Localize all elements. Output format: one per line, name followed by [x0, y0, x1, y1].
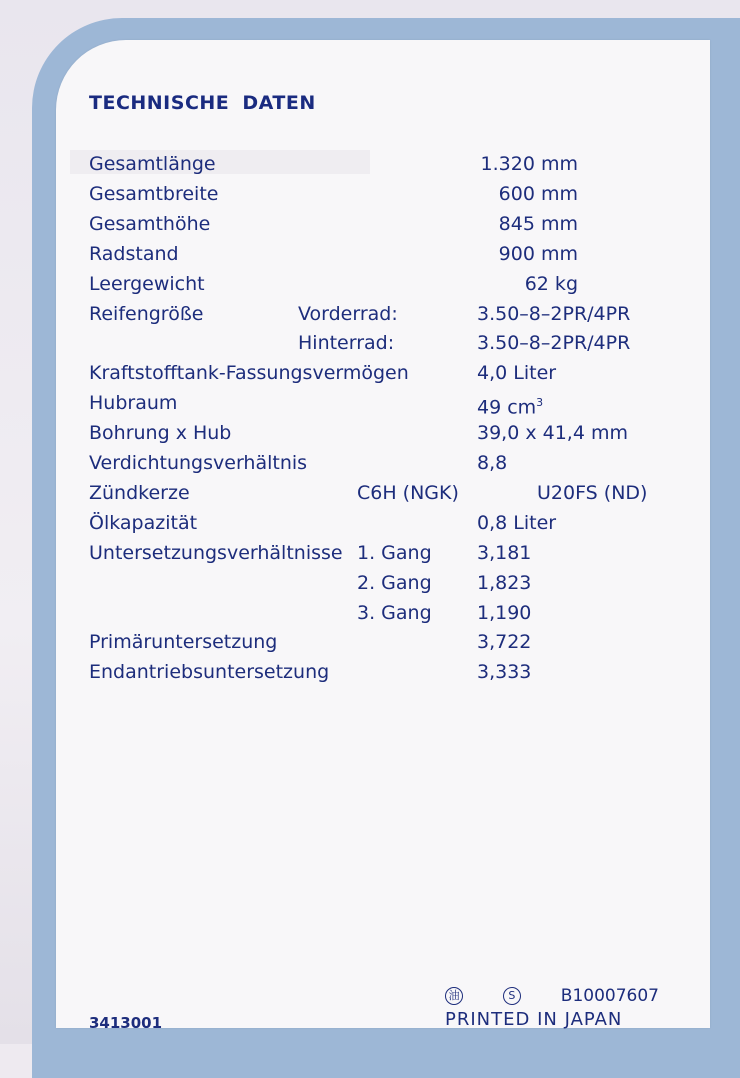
- spec-value-text: 900 mm: [498, 243, 578, 265]
- spec-value-text: 1.320 mm: [480, 153, 578, 175]
- spec-value-text: 845 mm: [498, 213, 578, 235]
- spec-value: [481, 153, 578, 175]
- part-number: 3413001: [89, 1014, 163, 1032]
- spec-value: [477, 572, 531, 594]
- spec-value-text: 49 cm: [477, 396, 537, 419]
- spec-label: Gesamthöhe: [89, 213, 211, 235]
- seal-mark-icon: 油: [445, 987, 463, 1005]
- spec-label: Primäruntersetzung: [89, 631, 278, 653]
- spec-value: [477, 303, 630, 325]
- spec-label: Ölkapazität: [89, 512, 198, 534]
- spec-value: [499, 243, 578, 265]
- spec-label: Endantriebsuntersetzung: [89, 661, 330, 683]
- spec-value-text: 3.50–8–2PR/4PR: [477, 332, 631, 354]
- spec-value-text: 4,0 Liter: [477, 362, 557, 384]
- spec-value-text: 3,722: [477, 631, 532, 653]
- spec-value: [499, 183, 578, 205]
- spec-label: Leergewicht: [89, 273, 205, 295]
- spec-sublabel: C6H (NGK): [357, 482, 459, 504]
- spec-sublabel: 1. Gang: [357, 542, 432, 564]
- spec-label: Zündkerze: [89, 482, 190, 504]
- spec-value: [477, 422, 628, 444]
- spec-sublabel: Vorderrad:: [298, 303, 398, 325]
- spec-label: Untersetzungsverhältnisse: [89, 542, 343, 564]
- spec-sublabel: 3. Gang: [357, 602, 432, 624]
- spec-value-text: 62 kg: [524, 273, 578, 295]
- spec-label: Radstand: [89, 243, 179, 265]
- s-mark-icon: S: [503, 987, 521, 1005]
- spec-label: Gesamtlänge: [89, 153, 216, 175]
- spec-sublabel: 2. Gang: [357, 572, 432, 594]
- spec-value-text: 3,333: [477, 661, 532, 683]
- spec-value: [525, 273, 578, 295]
- spec-value: [499, 213, 578, 235]
- spec-value: [477, 332, 630, 354]
- spec-value-text: 3,181: [477, 542, 532, 564]
- spec-label: Verdichtungsverhältnis: [89, 452, 308, 474]
- spec-label: Hubraum: [89, 392, 178, 414]
- print-code-line: [445, 986, 659, 1006]
- spec-sublabel: Hinterrad:: [298, 332, 395, 354]
- spec-value-superscript: 3: [536, 396, 544, 409]
- spec-label: Reifengröße: [89, 303, 204, 325]
- spec-value-text: 8,8: [477, 452, 508, 474]
- spec-value-text: 3.50–8–2PR/4PR: [477, 303, 631, 325]
- spec-value-text: 39,0 x 41,4 mm: [477, 422, 628, 444]
- spec-value: [477, 512, 556, 534]
- spec-value: [477, 452, 507, 474]
- spec-value: [477, 602, 531, 624]
- spec-value: [477, 392, 543, 418]
- page-title: TECHNISCHE DATEN: [89, 92, 316, 114]
- print-code: B10007607: [560, 986, 659, 1006]
- spec-value: [537, 482, 647, 504]
- spec-value-text: 1,823: [477, 572, 532, 594]
- spec-value-text: 600 mm: [498, 183, 578, 205]
- spec-value-text: 0,8 Liter: [477, 512, 557, 534]
- spec-value: [477, 542, 531, 564]
- printed-in-japan: PRINTED IN JAPAN: [445, 1009, 623, 1030]
- spec-label: Kraftstofftank-Fassungsvermögen: [89, 362, 409, 384]
- spec-value: [477, 362, 556, 384]
- spec-value: [477, 631, 531, 653]
- spec-label: Bohrung x Hub: [89, 422, 232, 444]
- spec-label: Gesamtbreite: [89, 183, 219, 205]
- spec-value-text: U20FS (ND): [537, 482, 648, 504]
- spec-value: [477, 661, 531, 683]
- spec-value-text: 1,190: [477, 602, 532, 624]
